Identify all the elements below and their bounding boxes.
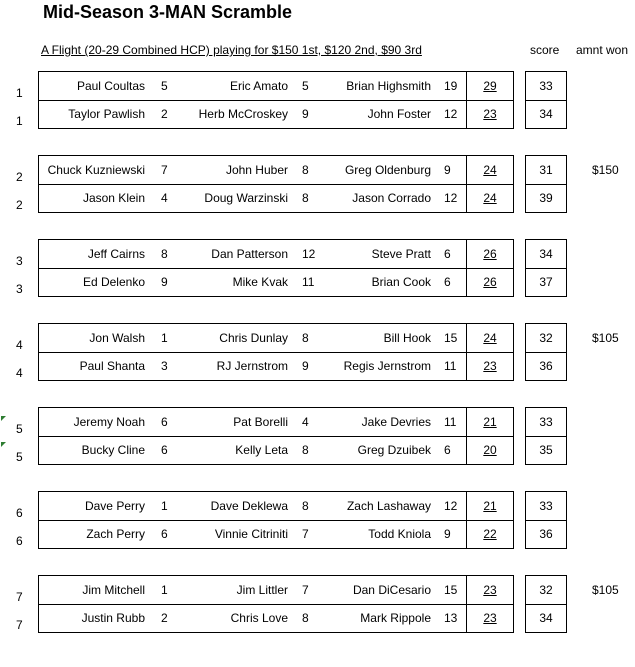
team-score[interactable]: 39: [539, 191, 553, 205]
player-1-name[interactable]: Justin Rubb: [81, 611, 145, 625]
team-group: [0, 155, 635, 213]
player-1-name[interactable]: Jeff Cairns: [87, 247, 145, 261]
amount-won[interactable]: $150: [592, 163, 619, 177]
group-number[interactable]: 3: [16, 282, 23, 296]
player-1-name[interactable]: Paul Shanta: [79, 359, 145, 373]
team-row[interactable]: [0, 268, 635, 296]
player-2-handicap[interactable]: 8: [302, 443, 309, 457]
team-score[interactable]: 33: [539, 499, 553, 513]
player-1-name[interactable]: Jason Klein: [82, 191, 145, 205]
player-1-handicap[interactable]: 6: [161, 415, 168, 429]
player-1-name[interactable]: Taylor Pawlish: [68, 107, 145, 121]
player-2-name[interactable]: Chris Love: [230, 611, 288, 625]
page-title: Mid-Season 3-MAN Scramble: [43, 2, 293, 22]
team-score[interactable]: 36: [539, 527, 553, 541]
player-1-handicap[interactable]: 6: [161, 443, 168, 457]
combined-handicap[interactable]: 23: [483, 359, 497, 373]
player-1-handicap[interactable]: 1: [161, 499, 168, 513]
player-2-handicap[interactable]: 12: [302, 247, 316, 261]
group-number[interactable]: 6: [16, 506, 23, 520]
player-2-name[interactable]: Eric Amato: [229, 79, 288, 93]
team-group: [0, 407, 635, 465]
team-score[interactable]: 32: [539, 583, 553, 597]
player-3-handicap[interactable]: 12: [444, 191, 458, 205]
team-row[interactable]: [0, 352, 635, 380]
group-number[interactable]: 6: [16, 534, 23, 548]
player-3-name[interactable]: Dan DiCesario: [352, 583, 431, 597]
group-number[interactable]: 2: [16, 198, 23, 212]
player-2-handicap[interactable]: 8: [302, 611, 309, 625]
amount-won[interactable]: $105: [592, 331, 619, 345]
group-number[interactable]: 3: [16, 254, 23, 268]
group-number[interactable]: 4: [16, 338, 23, 352]
team-score[interactable]: 32: [539, 331, 553, 345]
team-group: [0, 575, 635, 633]
player-3-name[interactable]: Zach Lashaway: [346, 499, 431, 513]
player-1-handicap[interactable]: 2: [161, 611, 168, 625]
team-row[interactable]: [0, 520, 635, 548]
team-row[interactable]: [0, 240, 635, 268]
player-3-handicap[interactable]: 12: [444, 107, 458, 121]
player-1-handicap[interactable]: 1: [161, 583, 168, 597]
team-row[interactable]: [0, 156, 635, 184]
combined-handicap[interactable]: 21: [483, 415, 497, 429]
group-number[interactable]: 1: [16, 114, 23, 128]
team-score[interactable]: 37: [539, 275, 553, 289]
player-3-name[interactable]: Brian Cook: [371, 275, 431, 289]
team-row[interactable]: [0, 100, 635, 128]
player-1-handicap[interactable]: 4: [161, 191, 168, 205]
group-number[interactable]: 5: [16, 450, 23, 464]
amount-won[interactable]: $105: [592, 583, 619, 597]
combined-handicap[interactable]: 24: [483, 163, 497, 177]
flight-heading: A Flight (20-29 Combined HCP) playing for $150 1st, $120 2nd, $90 3rd: [41, 43, 422, 57]
team-group: [0, 71, 635, 129]
player-1-name[interactable]: Dave Perry: [84, 499, 145, 513]
player-1-handicap[interactable]: 9: [161, 275, 168, 289]
group-number[interactable]: 7: [16, 590, 23, 604]
player-3-name[interactable]: Steve Pratt: [371, 247, 431, 261]
player-2-name[interactable]: Dan Patterson: [211, 247, 288, 261]
player-2-handicap[interactable]: 8: [302, 331, 309, 345]
group-number[interactable]: 2: [16, 170, 23, 184]
player-1-handicap[interactable]: 5: [161, 79, 168, 93]
combined-handicap[interactable]: 24: [483, 191, 497, 205]
combined-handicap[interactable]: 23: [483, 583, 497, 597]
player-3-name[interactable]: Regis Jernstrom: [343, 359, 431, 373]
player-1-name[interactable]: Bucky Cline: [81, 443, 145, 457]
player-3-handicap[interactable]: 13: [444, 611, 458, 625]
player-2-name[interactable]: Herb McCroskey: [198, 107, 288, 121]
amount-won-column-header: amnt won: [576, 43, 629, 57]
player-3-handicap[interactable]: 9: [444, 527, 451, 541]
player-2-handicap[interactable]: 4: [302, 415, 309, 429]
player-1-name[interactable]: Jim Mitchell: [82, 583, 145, 597]
team-score[interactable]: 34: [539, 611, 553, 625]
team-row[interactable]: [0, 436, 635, 464]
player-1-handicap[interactable]: 8: [161, 247, 168, 261]
player-2-name[interactable]: John Huber: [225, 163, 288, 177]
player-3-handicap[interactable]: 11: [444, 359, 457, 373]
player-1-handicap[interactable]: 7: [161, 163, 168, 177]
group-number[interactable]: 4: [16, 366, 23, 380]
player-3-handicap[interactable]: 6: [444, 443, 451, 457]
group-number[interactable]: 5: [16, 422, 23, 436]
player-3-name[interactable]: Jason Corrado: [352, 191, 431, 205]
team-score[interactable]: 34: [539, 247, 553, 261]
player-1-name[interactable]: Paul Coultas: [76, 79, 145, 93]
player-3-handicap[interactable]: 15: [444, 331, 458, 345]
player-2-handicap[interactable]: 9: [302, 107, 309, 121]
player-2-name[interactable]: Mike Kvak: [232, 275, 288, 289]
player-1-handicap[interactable]: 3: [161, 359, 168, 373]
team-row[interactable]: [0, 576, 635, 604]
player-1-handicap[interactable]: 6: [161, 527, 168, 541]
player-2-name[interactable]: Vinnie Citriniti: [214, 527, 288, 541]
comment-indicator-icon[interactable]: [1, 416, 6, 421]
comment-indicator-icon[interactable]: [1, 442, 6, 447]
combined-handicap[interactable]: 26: [483, 275, 497, 289]
player-2-name[interactable]: Kelly Leta: [235, 443, 288, 457]
player-1-name[interactable]: Zach Perry: [86, 527, 145, 541]
player-2-handicap[interactable]: 7: [302, 583, 309, 597]
team-group: [0, 239, 635, 297]
player-3-handicap[interactable]: 12: [444, 499, 458, 513]
player-3-name[interactable]: Bill Hook: [383, 331, 431, 345]
team-group: [0, 323, 635, 381]
player-2-handicap[interactable]: 8: [302, 499, 309, 513]
team-score[interactable]: 33: [539, 79, 553, 93]
team-row[interactable]: [0, 324, 635, 352]
team-score[interactable]: 31: [539, 163, 553, 177]
group-number[interactable]: 1: [16, 86, 23, 100]
player-2-handicap[interactable]: 8: [302, 163, 309, 177]
player-2-name[interactable]: Dave Deklewa: [210, 499, 288, 513]
player-1-name[interactable]: Chuck Kuzniewski: [47, 163, 145, 177]
player-2-handicap[interactable]: 11: [302, 275, 315, 289]
combined-handicap[interactable]: 23: [483, 107, 497, 121]
combined-handicap[interactable]: 29: [483, 79, 497, 93]
score-column-header: score: [530, 43, 560, 57]
team-score[interactable]: 36: [539, 359, 553, 373]
player-3-handicap[interactable]: 6: [444, 247, 451, 261]
combined-handicap[interactable]: 21: [483, 499, 497, 513]
player-3-handicap[interactable]: 9: [444, 163, 451, 177]
player-2-name[interactable]: Pat Borelli: [233, 415, 288, 429]
player-3-name[interactable]: Mark Rippole: [360, 611, 431, 625]
combined-handicap[interactable]: 22: [483, 527, 497, 541]
player-2-handicap[interactable]: 5: [302, 79, 309, 93]
team-score[interactable]: 34: [539, 107, 553, 121]
group-number[interactable]: 7: [16, 618, 23, 632]
player-2-handicap[interactable]: 9: [302, 359, 309, 373]
player-3-handicap[interactable]: 19: [444, 79, 458, 93]
player-2-handicap[interactable]: 7: [302, 527, 309, 541]
team-row[interactable]: [0, 72, 635, 100]
player-1-name[interactable]: Ed Delenko: [82, 275, 145, 289]
combined-handicap[interactable]: 24: [483, 331, 497, 345]
player-2-name[interactable]: RJ Jernstrom: [216, 359, 288, 373]
player-3-name[interactable]: Jake Devries: [361, 415, 431, 429]
player-3-handicap[interactable]: 15: [444, 583, 458, 597]
player-1-name[interactable]: Jeremy Noah: [73, 415, 145, 429]
team-row[interactable]: [0, 408, 635, 436]
player-3-name[interactable]: John Foster: [367, 107, 431, 121]
team-score[interactable]: 33: [539, 415, 553, 429]
team-row[interactable]: [0, 184, 635, 212]
player-3-name[interactable]: Todd Kniola: [368, 527, 431, 541]
player-3-handicap[interactable]: 6: [444, 275, 451, 289]
player-3-name[interactable]: Greg Oldenburg: [344, 163, 431, 177]
combined-handicap[interactable]: 23: [483, 611, 497, 625]
combined-handicap[interactable]: 26: [483, 247, 497, 261]
player-2-name[interactable]: Jim Littler: [236, 583, 288, 597]
combined-handicap[interactable]: 20: [483, 443, 497, 457]
player-3-name[interactable]: Brian Highsmith: [346, 79, 431, 93]
team-group: [0, 491, 635, 549]
team-row[interactable]: [0, 604, 635, 632]
player-1-handicap[interactable]: 1: [161, 331, 168, 345]
player-3-handicap[interactable]: 11: [444, 415, 457, 429]
player-1-handicap[interactable]: 2: [161, 107, 168, 121]
player-3-name[interactable]: Greg Dzuibek: [357, 443, 431, 457]
player-2-name[interactable]: Chris Dunlay: [219, 331, 288, 345]
player-2-name[interactable]: Doug Warzinski: [204, 191, 288, 205]
team-row[interactable]: [0, 492, 635, 520]
team-score[interactable]: 35: [539, 443, 553, 457]
player-2-handicap[interactable]: 8: [302, 191, 309, 205]
player-1-name[interactable]: Jon Walsh: [89, 331, 145, 345]
